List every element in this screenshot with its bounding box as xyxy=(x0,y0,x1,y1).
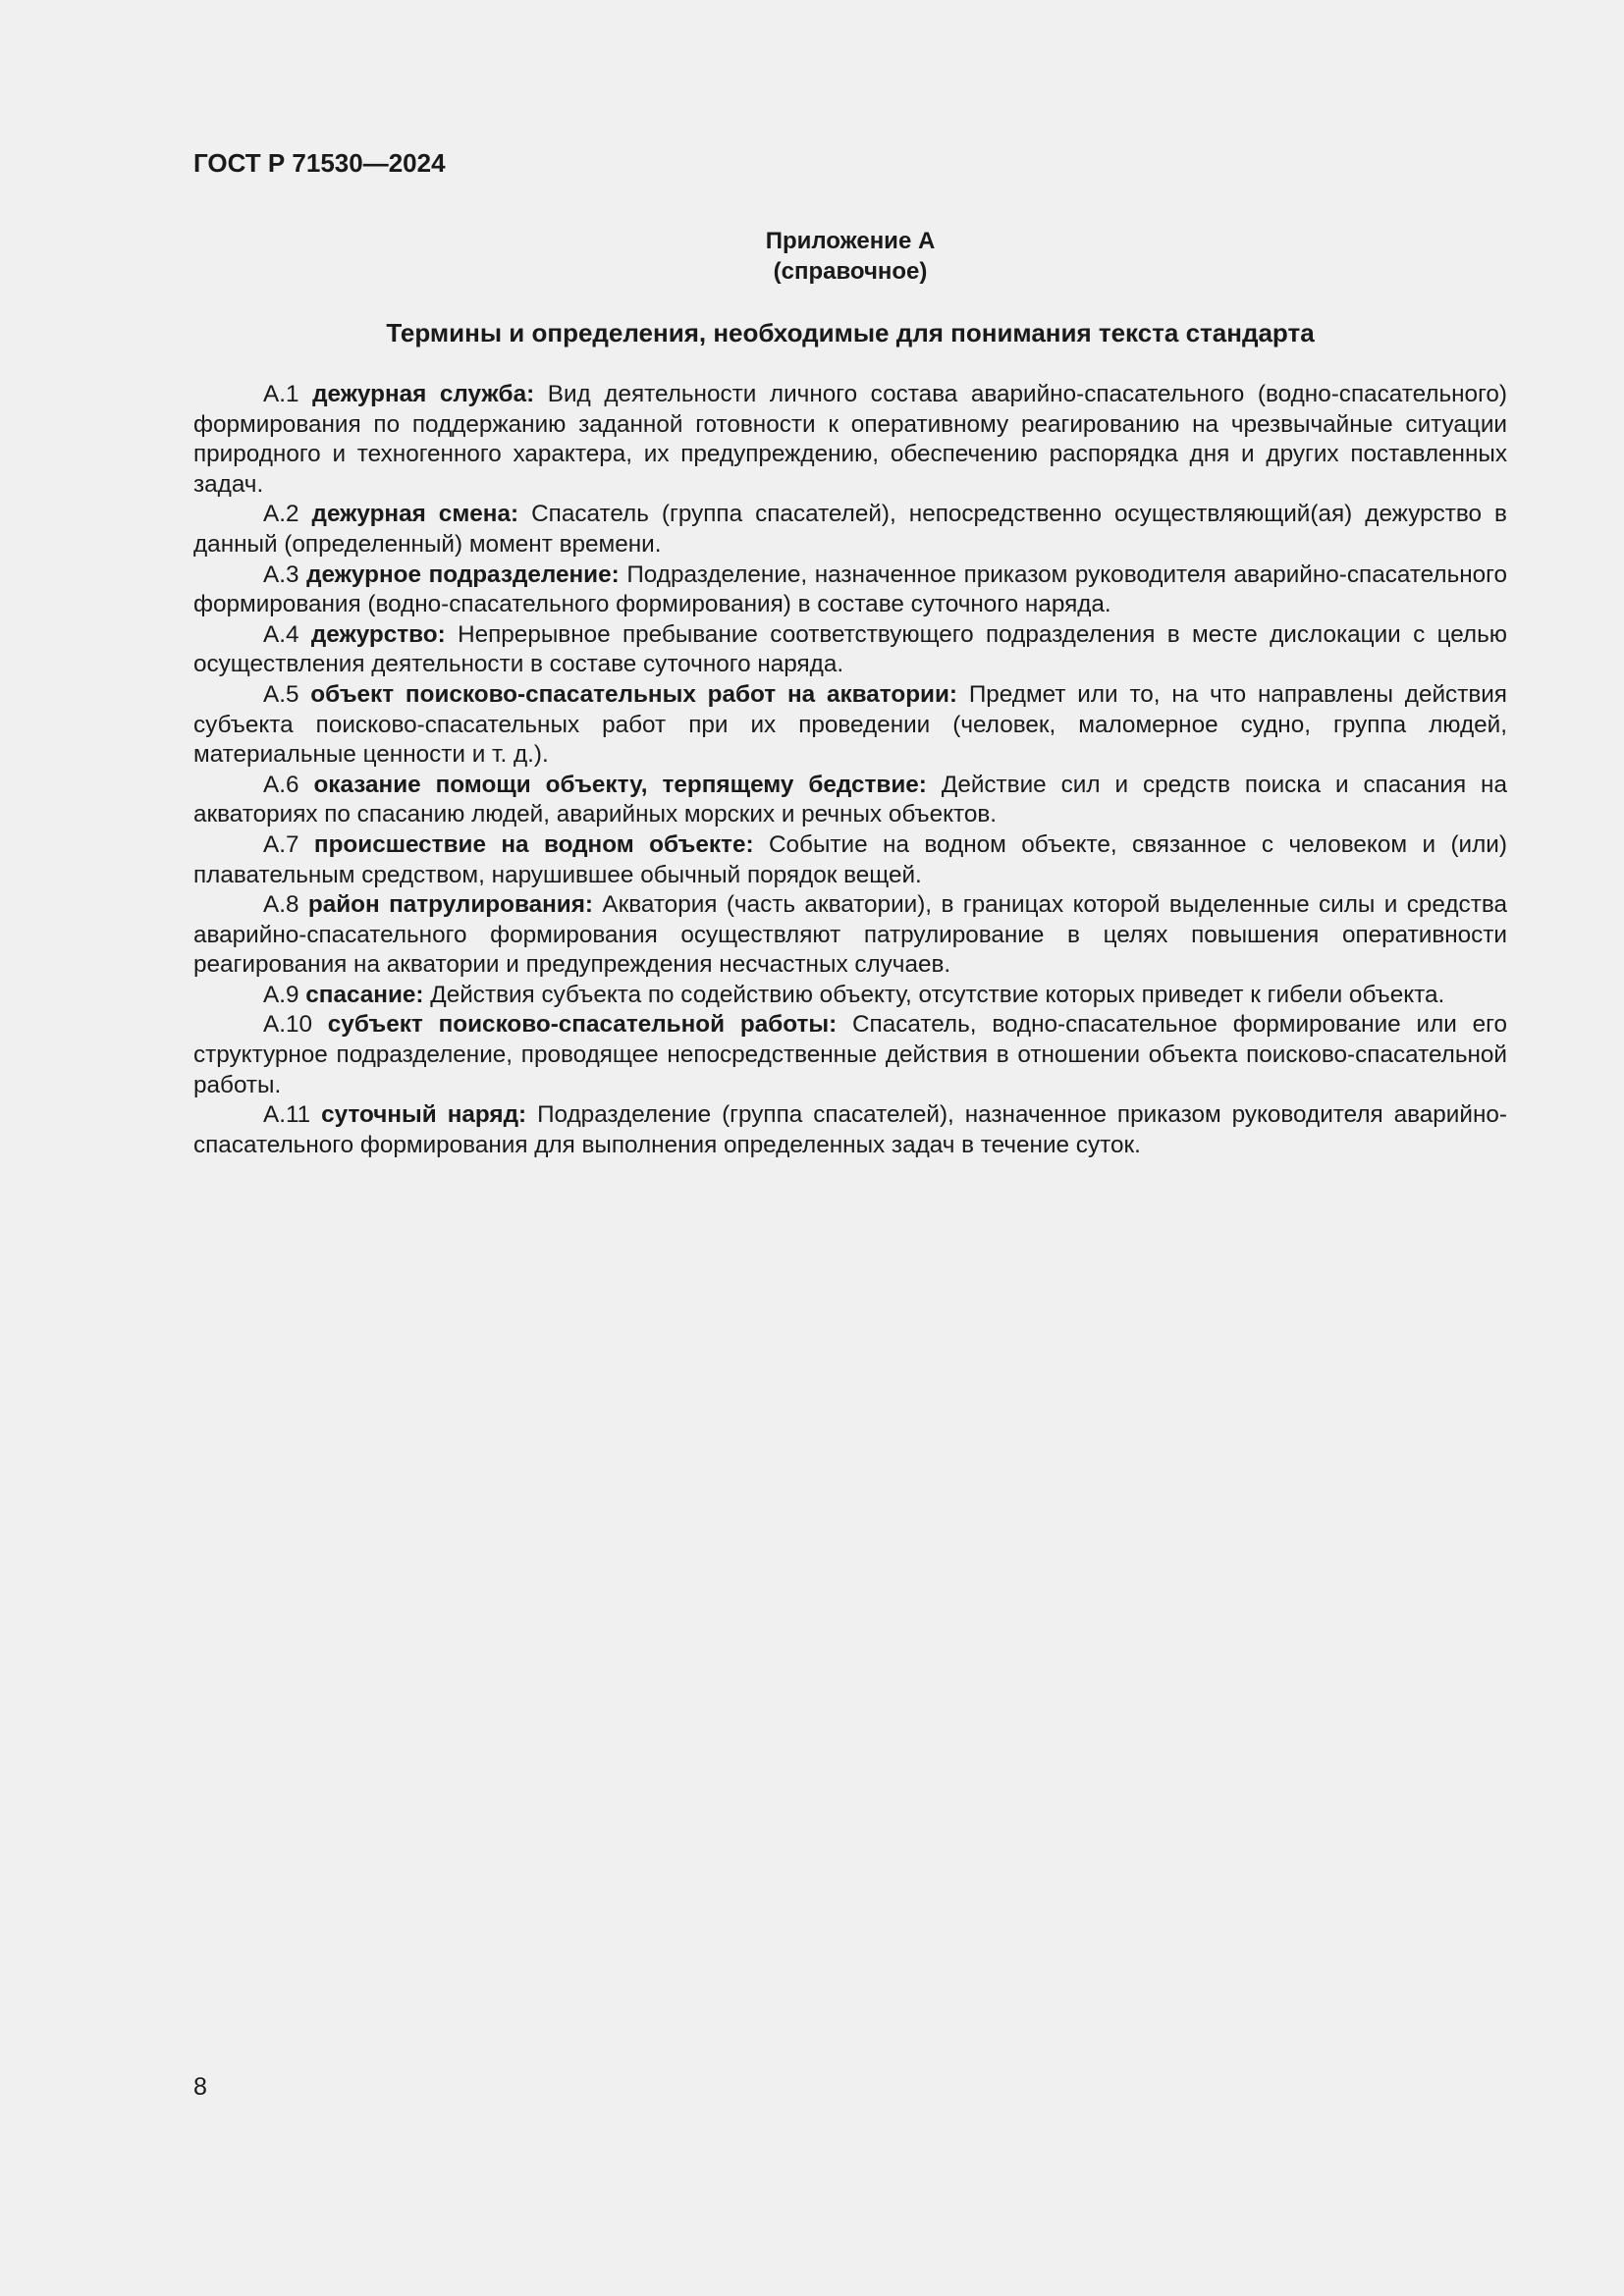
terms-list xyxy=(193,380,1507,1160)
annex-heading xyxy=(193,226,1507,287)
term-item: А.1 дежурная служба: Вид деятельности личного состава аварийно-спасательного (водно-спасательного) формирования по поддержанию заданной готовности к оперативному реагированию на чрезвычайные ситуации природного и техногенного характера, их предупреждению, обеспечению распорядка дня и других поставленных задач. xyxy=(193,381,1508,498)
annex-type: (справочное) xyxy=(773,258,928,285)
term-item: А.8 район патрулирования: Акватория (часть акватории), в границах которой выделенные силы и средства аварийно-спасательного формирования осуществляют патрулирование в целях повышения оперативности реагирования на акватории и предупреждения несчастных случаев. xyxy=(193,891,1507,979)
term-item: А.11 суточный наряд: Подразделение (группа спасателей), назначенное приказом руководителя аварийно-спасательного формирования для выполнения определенных задач в течение суток. xyxy=(193,1101,1507,1158)
term-item: А.2 дежурная смена: Спасатель (группа спасателей), непосредственно осуществляющий(ая) дежурство в данный (определенный) момент времени. xyxy=(193,501,1507,558)
section-title: Термины и определения, необходимые для понимания текста стандарта xyxy=(386,318,1315,347)
term-item: А.10 субъект поисково-спасательной работы: Спасатель, водно-спасательное формирование или его структурное подразделение, проводящее непосредственные действия в отношении объекта поисково-спасательной работы. xyxy=(193,1011,1507,1098)
document-header: ГОСТ Р 71530—2024 xyxy=(193,148,446,178)
term-item: А.3 дежурное подразделение: Подразделение, назначенное приказом руководителя аварийно-спасательного формирования (водно-спасательного формирования) в составе суточного наряда. xyxy=(193,561,1507,618)
term-item: А.6 оказание помощи объекту, терпящему бедствие: Действие сил и средств поиска и спасания на акваториях по спасанию людей, аварийных морских и речных объектов. xyxy=(193,771,1507,828)
term-item: А.9 спасание: Действия субъекта по содействию объекту, отсутствие которых приведет к гибели объекта. xyxy=(263,981,1445,1008)
term-item: А.7 происшествие на водном объекте: Событие на водном объекте, связанное с человеком и (или) плавательным средством, нарушившее обычный порядок вещей. xyxy=(193,830,1507,888)
annex-label: Приложение А xyxy=(765,228,936,254)
term-item: А.4 дежурство: Непрерывное пребывание соответствующего подразделения в месте дислокации с целью осуществления деятельности в составе суточного наряда. xyxy=(193,620,1507,678)
page-number: 8 xyxy=(193,2073,207,2101)
term-item: А.5 объект поисково-спасательных работ на акватории: Предмет или то, на что направлены действия субъекта поисково-спасательных работ при их проведении (человек, маломерное судно, группа людей, материальные ценности и т. д.). xyxy=(193,680,1507,769)
